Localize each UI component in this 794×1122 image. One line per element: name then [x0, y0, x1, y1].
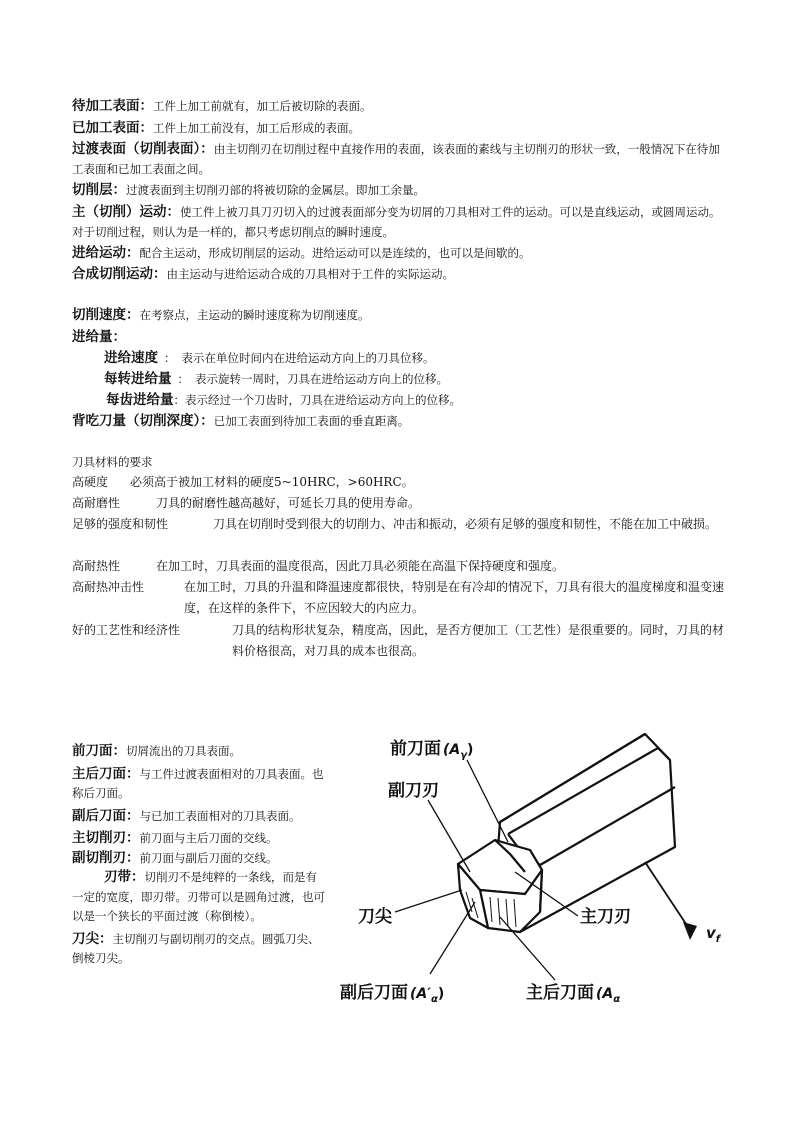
def-primary-motion	[72, 202, 728, 242]
material-term: 高硬度	[72, 475, 109, 489]
material-term: 好的工艺性和经济性	[72, 623, 181, 637]
definition: 主切削刃与副切削刃的交点。圆弧刀尖、倒棱刀尖。	[72, 931, 320, 965]
def-unmachined-surface	[72, 96, 372, 116]
term: 主（切削）运动：	[72, 204, 180, 220]
term: 主切削刃：	[72, 830, 140, 846]
definition: 工件上加工前没有，加工后形成的表面。	[153, 121, 360, 135]
term: 每转进给量	[104, 371, 172, 387]
term: 刀尖：	[72, 930, 113, 947]
definition: 表示在单位时间内在进给运动方向上的刀具位移。	[181, 351, 435, 365]
material-term: 高耐热冲击性	[72, 580, 145, 594]
definition: 切屑流出的刀具表面。	[126, 744, 241, 758]
material-row	[72, 620, 732, 662]
def-machined-surface	[72, 118, 360, 138]
term: 合成切削运动：	[72, 266, 167, 282]
material-desc: 在加工时，刀具的升温和降温速度都很快，特别是在有冷却的情况下，刀具有很大的温度梯度和温变速度，在这样的条件下，不应因较大的内应力。	[184, 580, 725, 615]
definition: 已加工表面到待加工表面的垂直距离。	[213, 414, 410, 428]
material-row	[72, 472, 732, 493]
definition: 切削刃不是纯粹的一条线，而是有一定的宽度，即刃带。刃带可以是圆角过渡，也可以是一个狭长的平面过渡（称倒棱）。	[72, 870, 325, 923]
def-cutting-layer	[72, 180, 425, 200]
definition: 使工件上被刀具刀刃切入的过渡表面部分变为切屑的刀具相对工件的运动。可以是直线运动，或圆周运动。对于切削过程，则认为是一样的，都只考虑切削点的瞬时速度。	[72, 205, 721, 239]
definition: 在考察点，主运动的瞬时速度称为切削速度。	[139, 308, 370, 322]
feed-title: 进给量：	[72, 329, 126, 345]
def-cutting-speed	[72, 305, 370, 325]
cutting-tool-diagram	[340, 722, 740, 1022]
label-minor-flank: 副后刀面 ($A'_\alpha^)$	[340, 983, 445, 1005]
material-desc: 刀具在切削时受到很大的切削力、冲击和振动，必须有足够的强度和韧性，不能在加工中破损。	[213, 517, 718, 531]
material-row	[72, 493, 732, 514]
label-major-flank: 主后刀面 ($A_\alpha$	[526, 983, 621, 1005]
def-feed-motion	[72, 243, 531, 263]
definition: 前刀面与主后刀面的交线。	[139, 831, 278, 845]
label-rake-face: 前刀面 ($A_\gamma^)$	[390, 739, 474, 761]
part-minor-flank	[72, 807, 328, 827]
term: 进给运动：	[72, 245, 140, 261]
term: 前刀面：	[72, 743, 126, 759]
material-term: 高耐磨性	[72, 496, 121, 510]
definition: 表示旋转一周时，刀具在进给运动方向上的位移。	[195, 372, 448, 386]
materials-heading: 刀具材料的要求	[72, 455, 153, 469]
material-desc: 刀具的耐磨性越高越好，可延长刀具的使用寿命。	[156, 496, 421, 510]
part-major-flank	[72, 765, 328, 804]
label-tool-tip: 刀尖	[358, 907, 392, 927]
part-rake-face	[72, 742, 328, 762]
material-row	[72, 514, 732, 556]
material-row	[72, 556, 732, 577]
definition: 前刀面与副后刀面的交线。	[139, 850, 278, 865]
term: 已加工表面：	[72, 120, 153, 136]
part-land	[72, 868, 328, 927]
definition: 与工件过渡表面相对的刀具表面。也称后刀面。	[72, 766, 324, 800]
term: 每齿进给量	[106, 392, 174, 408]
term: 切削速度：	[72, 307, 140, 323]
part-minor-edge	[72, 849, 328, 869]
definition: 由主切削刃在切削过程中直接作用的表面，该表面的素线与主切削刃的形状一致，一般情况下在待加工表面和已加工表面之间。	[72, 142, 720, 176]
def-transition-surface	[72, 139, 728, 179]
def-resultant-motion	[72, 264, 454, 284]
definition: 与已加工表面相对的刀具表面。	[139, 808, 301, 823]
term: 背吃刀量（切削深度）：	[72, 413, 214, 429]
definition: 配合主运动，形成切削层的运动。进给运动可以是连续的，也可以是间歇的。	[139, 246, 531, 260]
material-row	[72, 577, 732, 619]
material-desc: 必须高于被加工材料的硬度5~10HRC，>60HRC。	[130, 475, 414, 489]
term: 过渡表面（切削表面）：	[72, 141, 214, 157]
term: 待加工表面：	[72, 98, 153, 114]
material-desc: 刀具的结构形状复杂，精度高，因此，是否方便加工（工艺性）是很重要的。同时，刀具的材料价格很高，对刀具的成本也很高。	[232, 623, 725, 658]
term: 刃带：	[104, 869, 145, 885]
term: 进给速度	[104, 350, 158, 366]
def-depth-of-cut	[72, 411, 409, 431]
def-feed-per-rev: 每转进给量 ： 表示旋转一周时，刀具在进给运动方向上的位移。	[104, 371, 448, 387]
material-desc: 在加工时，刀具表面的温度很高，因此刀具必须能在高温下保持硬度和强度。	[156, 559, 565, 573]
definition: 由主运动与进给运动合成的刀具相对于工件的实际运动。	[166, 267, 454, 281]
tool-parts-list	[72, 742, 328, 969]
material-term: 高耐热性	[72, 559, 121, 573]
term: 主后刀面：	[72, 765, 140, 782]
def-feed-per-tooth: 每齿进给量：表示经过一个刀齿时，刀具在进给运动方向上的位移。	[106, 392, 461, 408]
term: 副后刀面：	[72, 807, 140, 824]
term: 切削层：	[72, 182, 126, 198]
material-term: 足够的强度和韧性	[72, 517, 169, 531]
definition: 工件上加工前就有，加工后被切除的表面。	[153, 99, 372, 113]
definition: 表示经过一个刀齿时，刀具在进给运动方向上的位移。	[185, 393, 461, 407]
feed-direction-arrow	[645, 862, 697, 940]
part-major-edge	[72, 829, 328, 849]
label-major-edge: 主刀刃	[580, 907, 631, 927]
label-feed-velocity: $v_f$	[706, 924, 721, 945]
definition: 过渡表面到主切削刃部的将被切除的金属层。即加工余量。	[126, 183, 425, 197]
part-tool-tip	[72, 930, 328, 969]
term: 副切削刃：	[72, 849, 140, 866]
label-minor-edge: 副刀刃	[388, 781, 439, 801]
def-feed-speed: 进给速度 ： 表示在单位时间内在进给运动方向上的刀具位移。	[104, 350, 435, 366]
